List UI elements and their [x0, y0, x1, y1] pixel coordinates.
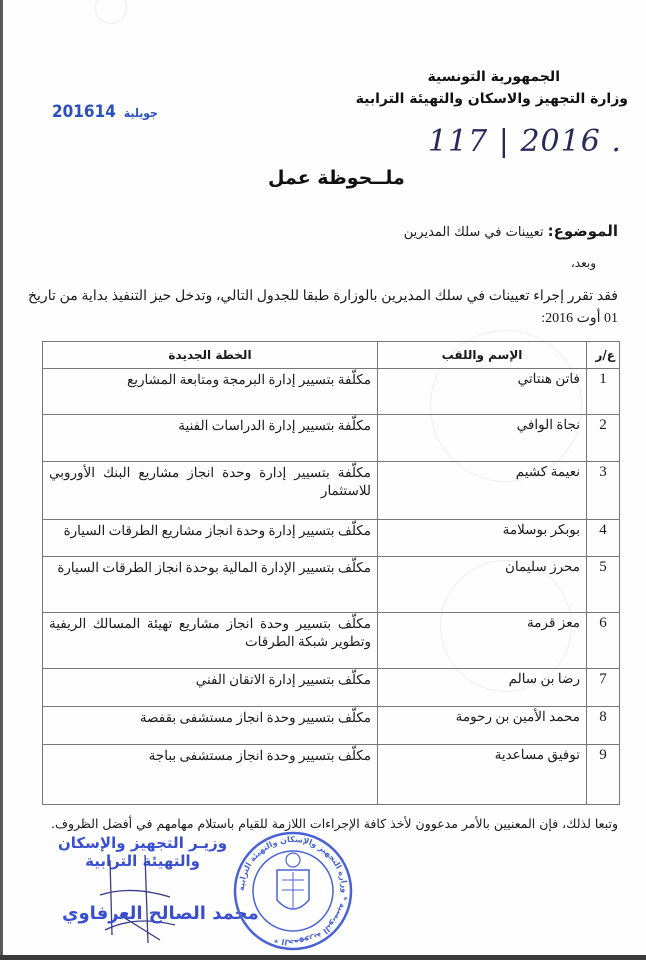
table-row: [43, 669, 620, 707]
official-seal-icon: [232, 830, 354, 952]
table-row: [43, 557, 620, 613]
row-name: توفيق مساعدية: [378, 745, 587, 805]
document-title: ملــحوظة عمل: [268, 167, 405, 189]
signature-name: محمد الصالح العرفاوي: [62, 903, 259, 924]
signature-title-line2: والتهيئة الترابية: [85, 852, 201, 870]
row-name: نجاة الوافي: [378, 415, 587, 462]
header-number: ع/ر: [587, 342, 620, 369]
row-name: فاتن هنتاتي: [378, 369, 587, 415]
row-name: محمد الأمين بن رحومة: [378, 707, 587, 745]
appointments-table: [42, 341, 620, 805]
table-row: [43, 707, 620, 745]
table-row: [43, 462, 620, 520]
header-republic: الجمهورية التونسية: [427, 69, 560, 85]
row-number: 9: [587, 745, 620, 805]
row-name: نعيمة كشيم: [378, 462, 587, 520]
date-stamp-day: 14: [94, 102, 116, 122]
header-plan: الخطة الجديدة: [43, 342, 378, 369]
row-plan: مكلّف بتسيير وحدة انجاز مستشفى بباجة: [43, 745, 378, 805]
subject-text: تعيينات في سلك المديرين: [403, 225, 544, 240]
subject-label: الموضوع:: [547, 222, 618, 240]
table-row: [43, 415, 620, 462]
subject-line: [404, 222, 618, 240]
row-plan: مكلّفة بتسيير إدارة وحدة انجاز مشاريع البنك الأوروبي للاستثمار: [43, 462, 378, 520]
scan-edge-bottom: [0, 955, 646, 960]
intro-paragraph: فقد تقرر إجراء تعيينات في سلك المديرين بالوزارة طبقا للجدول التالي، وتدخل حيز التنفيذ بداية من تاريخ 01 أوت 2016:: [28, 289, 618, 326]
row-plan: مكلّف بتسيير الإدارة المالية بوحدة انجاز الطرقات السيارة: [43, 557, 378, 613]
date-stamp: [52, 102, 166, 122]
table-row: [43, 613, 620, 669]
greeting: وبعد،: [570, 256, 596, 270]
watermark-mark: [95, 0, 127, 24]
row-number: 6: [587, 613, 620, 669]
closing-paragraph: وتبعا لذلك، فإن المعنيين بالأمر مدعوون لأخذ كافة الإجراءات اللازمة للقيام باستلام مهامهم في أفضل الظروف.: [51, 816, 618, 831]
handwritten-reference: 117 | 2016 .: [428, 124, 622, 159]
row-name: معز قرمة: [378, 613, 587, 669]
header-ministry: وزارة التجهيز والاسكان والتهيئة الترابية: [355, 91, 628, 107]
row-plan: مكلّف بتسيير وحدة انجاز مشاريع تهيئة المسالك الريفية وتطوير شبكة الطرقات: [43, 613, 378, 669]
table-row: [43, 520, 620, 557]
row-plan: مكلّفة بتسيير إدارة الدراسات الفنية: [43, 415, 378, 462]
row-plan: مكلّفة بتسيير إدارة البرمجة ومتابعة المشاريع: [43, 369, 378, 415]
row-number: 5: [587, 557, 620, 613]
row-number: 8: [587, 707, 620, 745]
scan-edge-left: [0, 0, 3, 960]
row-number: 4: [587, 520, 620, 557]
signature-title-line1: وزيـر التجهيز والإسكان: [58, 834, 228, 852]
row-plan: مكلّف بتسيير إدارة وحدة انجاز مشاريع الطرقات السيارة: [43, 520, 378, 557]
date-stamp-month: جويلية: [123, 106, 158, 120]
table-header-row: [43, 342, 620, 369]
header-name: الإسم واللقب: [378, 342, 587, 369]
table-row: [43, 745, 620, 805]
row-number: 2: [587, 415, 620, 462]
row-name: بوبكر بوسلامة: [378, 520, 587, 557]
handwritten-signature: [90, 855, 180, 945]
row-number: 1: [587, 369, 620, 415]
row-number: 7: [587, 669, 620, 707]
table-row: [43, 369, 620, 415]
row-name: محرز سليمان: [378, 557, 587, 613]
row-plan: مكلّف بتسيير إدارة الاتقان الفني: [43, 669, 378, 707]
row-plan: مكلّف بتسيير وحدة انجاز مستشفى بقفصة: [43, 707, 378, 745]
seal-ring-text: الجمهورية التونسية * وزارة التجهيز والإسكان والتهيئة الترابية *: [236, 834, 350, 948]
date-stamp-year: 2016: [52, 102, 95, 122]
row-name: رضا بن سالم: [378, 669, 587, 707]
row-number: 3: [587, 462, 620, 520]
